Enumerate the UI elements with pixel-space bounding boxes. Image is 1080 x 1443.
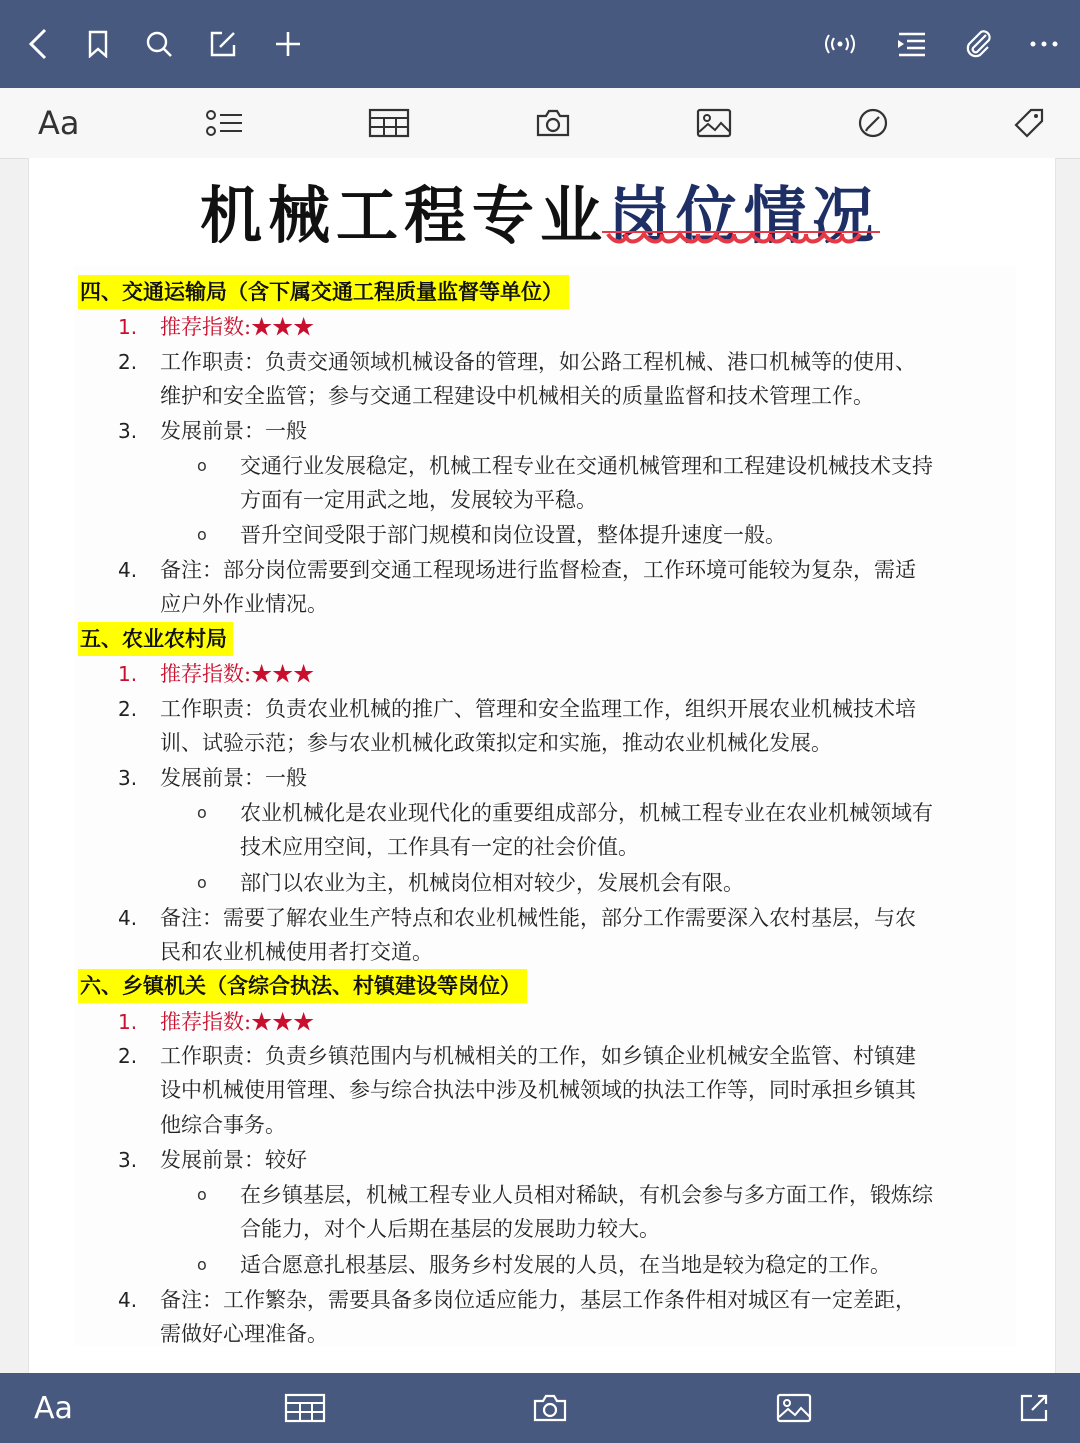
bullet-text: 交通行业发展稳定，机械工程专业在交通机械管理和工程建设机械技术支持: [240, 454, 933, 478]
section-heading: 五、农业农村局: [78, 622, 233, 656]
duty-text: 工作职责：负责农业机械的推广、管理和安全监理工作，组织开展农业机械技术培: [160, 697, 916, 721]
format-toolbar: [0, 88, 1080, 159]
section-heading: 六、乡镇机关（含综合执法、村镇建设等岗位）: [78, 969, 527, 1003]
image-icon[interactable]: [776, 1390, 812, 1426]
list-number: 1.: [118, 1010, 138, 1034]
outline-icon[interactable]: [893, 26, 929, 62]
draw-icon[interactable]: [857, 104, 889, 142]
recommendation-index: 推荐指数:★★★: [160, 662, 315, 686]
camera-icon[interactable]: [535, 104, 571, 142]
list-number: 4.: [118, 558, 138, 582]
external-edit-icon[interactable]: [1018, 1390, 1050, 1426]
note-text: 备注：需要了解农业生产特点和农业机械性能，部分工作需要深入农村基层，与农: [160, 906, 916, 930]
note-text: 民和农业机械使用者打交道。: [160, 940, 433, 964]
recommendation-index: 推荐指数:★★★: [160, 315, 315, 339]
bottom-toolbar: [0, 1373, 1080, 1443]
prospect-text: 发展前景：一般: [160, 419, 307, 443]
font-icon[interactable]: Aa: [38, 104, 80, 142]
duty-text: 工作职责：负责交通领域机械设备的管理，如公路工程机械、港口机械等的使用、: [160, 350, 916, 374]
attachment-icon[interactable]: [961, 26, 997, 62]
bullet-text: 部门以农业为主，机械岗位相对较少，发展机会有限。: [240, 871, 744, 895]
list-number: 3.: [118, 1148, 138, 1172]
duty-text: 训、试验示范；参与农业机械化政策拟定和实施，推动农业机械化发展。: [160, 731, 832, 755]
section-heading: 四、交通运输局（含下属交通工程质量监督等单位）: [78, 275, 569, 309]
duty-text: 维护和安全监管；参与交通工程建设中机械相关的质量监督和技术管理工作。: [160, 384, 874, 408]
back-icon[interactable]: [22, 26, 58, 62]
image-icon[interactable]: [696, 104, 732, 142]
list-number: 1.: [118, 662, 138, 686]
bullet-marker: o: [197, 1185, 207, 1204]
bullet-text: 晋升空间受限于部门规模和岗位设置，整体提升速度一般。: [240, 523, 786, 547]
bullet-text: 适合愿意扎根基层、服务乡村发展的人员，在当地是较为稳定的工作。: [240, 1253, 891, 1277]
search-icon[interactable]: [141, 26, 177, 62]
more-icon[interactable]: [1026, 26, 1062, 62]
note-text: 备注：部分岗位需要到交通工程现场进行监督检查，工作环境可能较为复杂，需适: [160, 558, 916, 582]
broadcast-icon[interactable]: [818, 26, 862, 62]
title-part2: 岗位情况: [608, 179, 881, 252]
edit-icon[interactable]: [205, 26, 241, 62]
duty-text: 设中机械使用管理、参与综合执法中涉及机械领域的执法工作等，同时承担乡镇其: [160, 1078, 916, 1102]
tag-icon[interactable]: [1013, 104, 1045, 142]
bullet-text: 合能力，对个人后期在基层的发展助力较大。: [240, 1217, 660, 1241]
bullet-marker: o: [197, 803, 207, 822]
list-number: 2.: [118, 1044, 138, 1068]
note-text: 需做好心理准备。: [160, 1322, 328, 1346]
list-number: 2.: [118, 350, 138, 374]
bullet-text: 方面有一定用武之地，发展较为平稳。: [240, 488, 597, 512]
list-number: 4.: [118, 906, 138, 930]
top-navigation-bar: [0, 0, 1080, 88]
squiggle-underline-decoration: [600, 222, 882, 248]
bullet-marker: o: [197, 1255, 207, 1274]
bullet-text: 农业机械化是农业现代化的重要组成部分，机械工程专业在农业机械领域有: [240, 801, 933, 825]
add-icon[interactable]: [270, 26, 306, 62]
bookmark-icon[interactable]: [80, 26, 116, 62]
list-number: 4.: [118, 1288, 138, 1312]
bullet-marker: o: [197, 525, 207, 544]
prospect-text: 发展前景：一般: [160, 766, 307, 790]
camera-icon[interactable]: [532, 1390, 568, 1426]
bullet-marker: o: [197, 456, 207, 475]
duty-text: 他综合事务。: [160, 1113, 286, 1137]
list-icon[interactable]: [204, 104, 244, 142]
note-text: 备注：工作繁杂，需要具备多岗位适应能力，基层工作条件相对城区有一定差距，: [160, 1288, 916, 1312]
list-number: 3.: [118, 419, 138, 443]
list-number: 1.: [118, 315, 138, 339]
font-icon[interactable]: Aa: [34, 1390, 73, 1426]
bullet-text: 技术应用空间，工作具有一定的社会价值。: [240, 835, 639, 859]
recommendation-index: 推荐指数:★★★: [160, 1010, 315, 1034]
table-icon[interactable]: [368, 104, 410, 142]
bullet-marker: o: [197, 873, 207, 892]
note-text: 应户外作业情况。: [160, 592, 328, 616]
list-number: 3.: [118, 766, 138, 790]
table-icon[interactable]: [284, 1390, 326, 1426]
list-number: 2.: [118, 697, 138, 721]
duty-text: 工作职责：负责乡镇范围内与机械相关的工作，如乡镇企业机械安全监管、村镇建: [160, 1044, 916, 1068]
bullet-text: 在乡镇基层，机械工程专业人员相对稀缺，有机会参与多方面工作，锻炼综: [240, 1183, 933, 1207]
page-title: [0, 166, 1080, 255]
prospect-text: 发展前景：较好: [160, 1148, 307, 1172]
title-part1: 机械工程专业: [199, 179, 608, 252]
